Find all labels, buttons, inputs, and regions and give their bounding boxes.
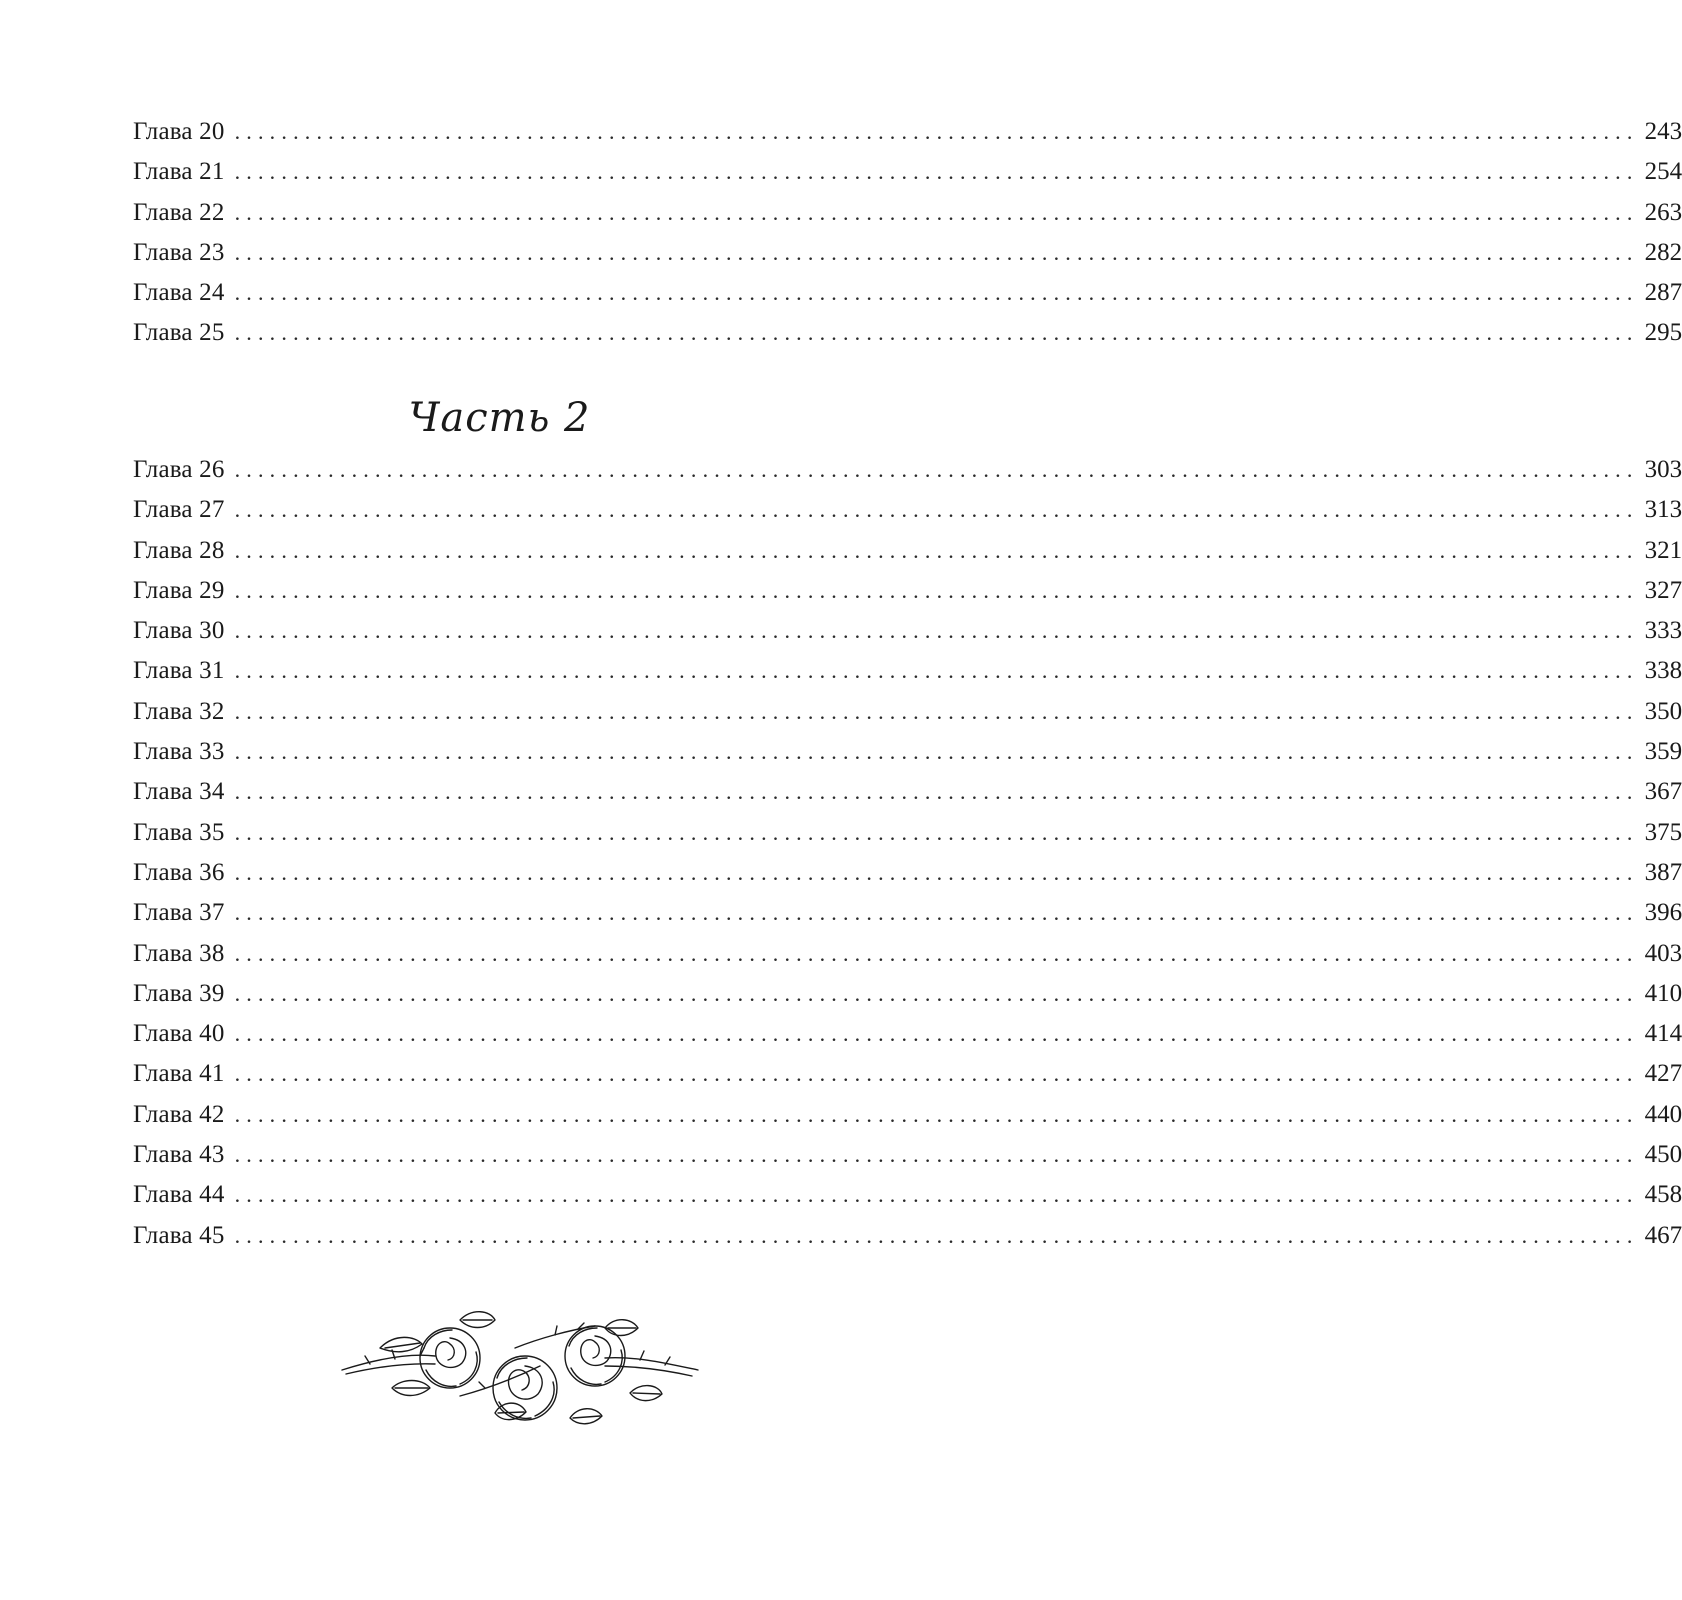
page-number: 282 bbox=[1644, 238, 1682, 266]
toc-entry bbox=[133, 692, 1682, 732]
page-number: 313 bbox=[1644, 496, 1682, 524]
dot-leader: ........................................................................................................................ bbox=[234, 457, 1639, 482]
page-number: 375 bbox=[1644, 818, 1682, 846]
dot-leader: ........................................................................................................................ bbox=[234, 819, 1639, 845]
chapter-title: Глава 31 bbox=[133, 657, 225, 685]
page-number: 254 bbox=[1644, 158, 1682, 186]
toc-entry bbox=[133, 893, 1682, 933]
chapter-title: Глава 25 bbox=[133, 319, 225, 347]
page-number: 287 bbox=[1644, 279, 1682, 307]
chapter-title: Глава 40 bbox=[133, 1020, 225, 1048]
toc-entry bbox=[133, 1216, 1682, 1256]
toc-entry bbox=[133, 450, 1682, 490]
toc-entry bbox=[133, 813, 1682, 853]
toc-list-part-1 bbox=[133, 112, 1682, 354]
dot-leader: ........................................................................................................................ bbox=[234, 1101, 1639, 1127]
toc-entry bbox=[133, 853, 1682, 893]
toc-entry bbox=[133, 1135, 1682, 1175]
toc-entry bbox=[133, 1054, 1682, 1094]
part-2-heading: Часть 2 bbox=[408, 395, 591, 441]
chapter-title: Глава 27 bbox=[133, 496, 225, 524]
page-number: 396 bbox=[1644, 899, 1682, 927]
page-number: 295 bbox=[1644, 319, 1682, 347]
chapter-title: Глава 41 bbox=[133, 1060, 225, 1088]
page-number: 467 bbox=[1644, 1221, 1682, 1249]
dot-leader: ........................................................................................................................ bbox=[234, 1021, 1639, 1047]
dot-leader: ........................................................................................................................ bbox=[234, 859, 1639, 885]
page-number: 367 bbox=[1644, 778, 1682, 806]
toc-entry bbox=[133, 571, 1682, 611]
chapter-title: Глава 39 bbox=[133, 979, 225, 1007]
page-number: 327 bbox=[1644, 576, 1682, 604]
toc-entry bbox=[133, 531, 1682, 571]
page-number: 458 bbox=[1644, 1181, 1682, 1209]
dot-leader: ........................................................................................................................ bbox=[234, 980, 1639, 1006]
page-number: 410 bbox=[1644, 979, 1682, 1007]
dot-leader: ........................................................................................................................ bbox=[234, 280, 1639, 306]
page-number: 440 bbox=[1644, 1100, 1682, 1128]
dot-leader: ........................................................................................................................ bbox=[234, 739, 1639, 765]
dot-leader: ........................................................................................................................ bbox=[234, 658, 1639, 684]
dot-leader: ........................................................................................................................ bbox=[234, 618, 1639, 644]
toc-entry bbox=[133, 193, 1682, 233]
chapter-title: Глава 35 bbox=[133, 818, 225, 846]
dot-leader: ........................................................................................................................ bbox=[234, 940, 1639, 966]
dot-leader: ........................................................................................................................ bbox=[234, 199, 1639, 225]
chapter-title: Глава 36 bbox=[133, 858, 225, 886]
dot-leader: ........................................................................................................................ bbox=[234, 900, 1639, 926]
dot-leader: ........................................................................................................................ bbox=[234, 159, 1639, 185]
chapter-title: Глава 44 bbox=[133, 1181, 225, 1209]
toc-entry bbox=[133, 1014, 1682, 1054]
toc-entry bbox=[133, 611, 1682, 651]
toc-entry bbox=[133, 974, 1682, 1014]
page-number: 403 bbox=[1644, 939, 1682, 967]
chapter-title: Глава 33 bbox=[133, 738, 225, 766]
chapter-title: Глава 38 bbox=[133, 939, 225, 967]
toc-entry bbox=[133, 772, 1682, 812]
dot-leader: ........................................................................................................................ bbox=[234, 497, 1639, 523]
toc-entry bbox=[133, 732, 1682, 772]
dot-leader: ........................................................................................................................ bbox=[234, 779, 1639, 805]
chapter-title: Глава 30 bbox=[133, 617, 225, 645]
toc-list-part-2 bbox=[133, 450, 1682, 1256]
page-number: 321 bbox=[1644, 536, 1682, 564]
dot-leader: ........................................................................................................................ bbox=[234, 239, 1639, 265]
chapter-title: Глава 37 bbox=[133, 899, 225, 927]
toc-entry bbox=[133, 1095, 1682, 1135]
page-number: 263 bbox=[1644, 198, 1682, 226]
dot-leader: ........................................................................................................................ bbox=[234, 1182, 1639, 1208]
toc-entry bbox=[133, 112, 1682, 152]
chapter-title: Глава 29 bbox=[133, 576, 225, 604]
chapter-title: Глава 42 bbox=[133, 1100, 225, 1128]
toc-entry bbox=[133, 273, 1682, 313]
chapter-title: Глава 24 bbox=[133, 279, 225, 307]
dot-leader: ........................................................................................................................ bbox=[234, 320, 1639, 346]
page-number: 427 bbox=[1644, 1060, 1682, 1088]
page-number: 303 bbox=[1644, 456, 1682, 483]
dot-leader: ........................................................................................................................ bbox=[234, 1222, 1639, 1248]
page-number: 414 bbox=[1644, 1020, 1682, 1048]
toc-entry bbox=[133, 934, 1682, 974]
chapter-title: Глава 45 bbox=[133, 1221, 225, 1249]
dot-leader: ........................................................................................................................ bbox=[234, 537, 1639, 563]
chapter-title: Глава 28 bbox=[133, 536, 225, 564]
dot-leader: ........................................................................................................................ bbox=[234, 119, 1639, 144]
page-number: 243 bbox=[1644, 118, 1682, 145]
chapter-title: Глава 23 bbox=[133, 238, 225, 266]
toc-entry bbox=[133, 233, 1682, 273]
dot-leader: ........................................................................................................................ bbox=[234, 698, 1639, 724]
chapter-title: Глава 43 bbox=[133, 1141, 225, 1169]
page-number: 333 bbox=[1644, 617, 1682, 645]
page-number: 338 bbox=[1644, 657, 1682, 685]
toc-entry bbox=[133, 1175, 1682, 1215]
dot-leader: ........................................................................................................................ bbox=[234, 577, 1639, 603]
rose-garland-icon bbox=[340, 1308, 700, 1448]
chapter-title: Глава 32 bbox=[133, 697, 225, 725]
chapter-title: Глава 20 bbox=[133, 118, 225, 145]
chapter-title: Глава 21 bbox=[133, 158, 225, 186]
toc-entry bbox=[133, 313, 1682, 353]
page-number: 350 bbox=[1644, 697, 1682, 725]
chapter-title: Глава 34 bbox=[133, 778, 225, 806]
page-number: 359 bbox=[1644, 738, 1682, 766]
chapter-title: Глава 26 bbox=[133, 456, 225, 483]
chapter-title: Глава 22 bbox=[133, 198, 225, 226]
toc-entry bbox=[133, 490, 1682, 530]
page-number: 387 bbox=[1644, 858, 1682, 886]
toc-entry bbox=[133, 152, 1682, 192]
page-number: 450 bbox=[1644, 1141, 1682, 1169]
toc-entry bbox=[133, 651, 1682, 691]
dot-leader: ........................................................................................................................ bbox=[234, 1142, 1639, 1168]
dot-leader: ........................................................................................................................ bbox=[234, 1061, 1639, 1087]
